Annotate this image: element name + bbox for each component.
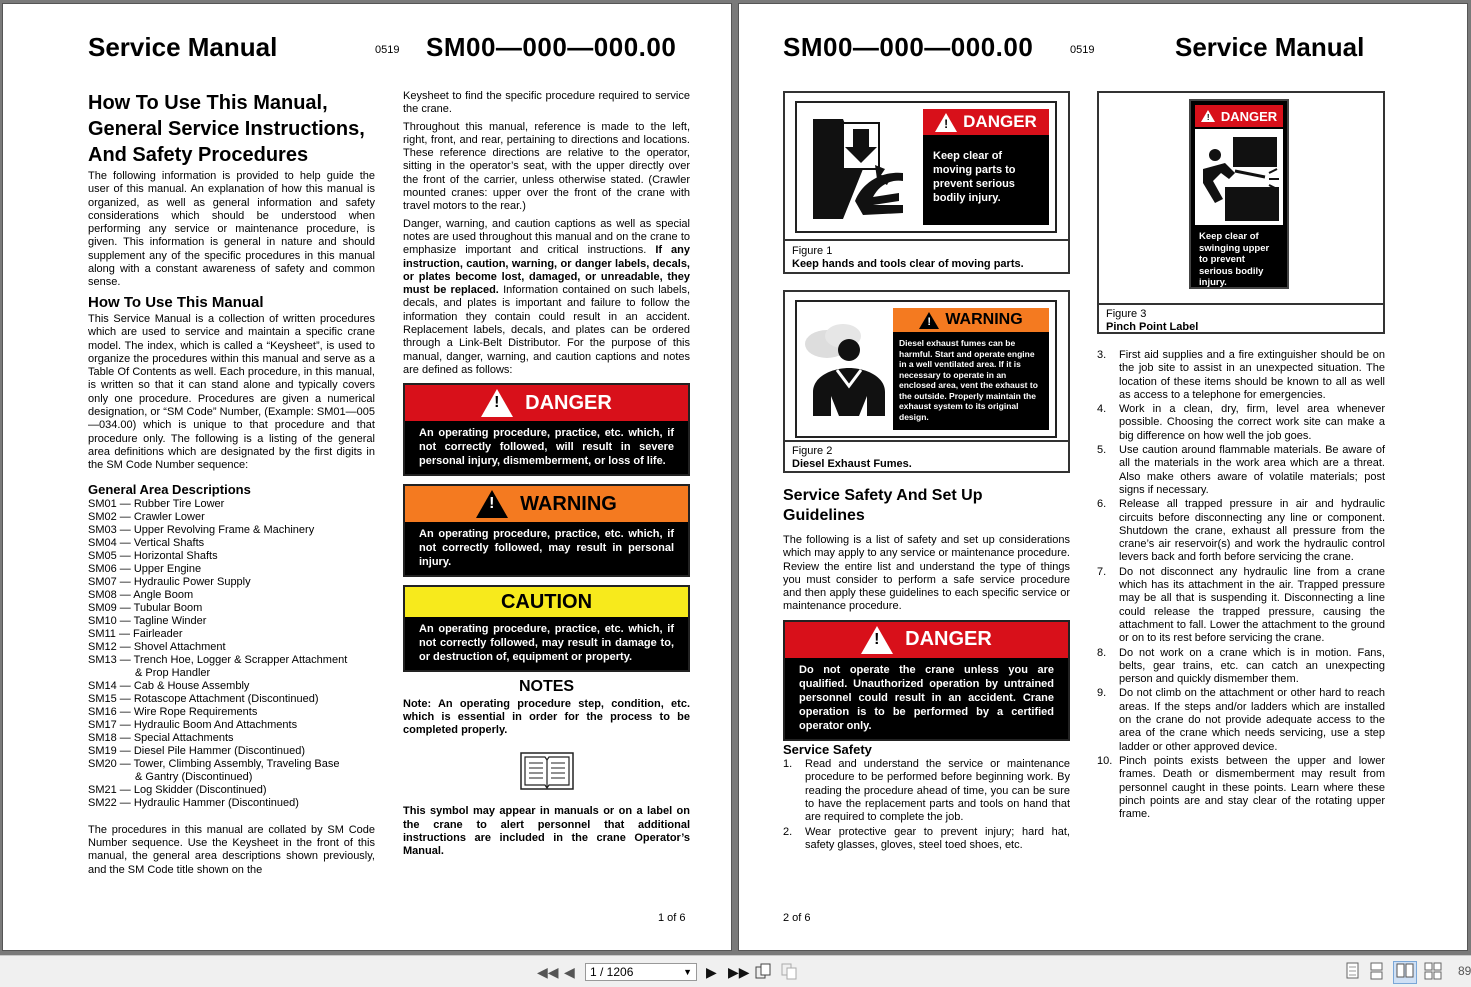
area-item: SM12 — Shovel Attachment bbox=[88, 640, 226, 653]
figure-number: Figure 1 bbox=[792, 245, 833, 257]
danger-definition-box bbox=[403, 383, 690, 476]
item-number: 8. bbox=[1097, 646, 1107, 659]
area-item: & Gantry (Discontinued) bbox=[135, 770, 253, 783]
single-page-view-icon[interactable] bbox=[1346, 962, 1360, 983]
hand-gear-pictogram-icon bbox=[803, 109, 919, 225]
heading-line: General Service Instructions, bbox=[88, 118, 365, 140]
safety-list-right bbox=[1097, 349, 1385, 821]
area-item: SM03 — Upper Revolving Frame & Machinery bbox=[88, 523, 315, 536]
item-text: Do not work on a crane which is in motion. Fans, belts, gear trains, etc. can catch an unexpecting person and quickly dismember them. bbox=[1119, 646, 1385, 686]
page-footer: 1 of 6 bbox=[658, 912, 686, 924]
area-item: SM01 — Rubber Tire Lower bbox=[88, 497, 225, 510]
area-item: SM16 — Wire Rope Requirements bbox=[88, 705, 258, 718]
area-item: SM19 — Diesel Pile Hammer (Discontinued) bbox=[88, 744, 306, 757]
captions-paragraph bbox=[403, 218, 690, 378]
area-item: SM20 — Tower, Climbing Assembly, Traveling Base bbox=[88, 757, 340, 770]
pinch-point-pictogram-icon bbox=[1195, 129, 1283, 225]
page-footer: 2 of 6 bbox=[783, 912, 811, 924]
figure-1 bbox=[783, 91, 1070, 274]
symbol-text: This symbol may appear in manuals or on a label on the crane to alert personnel that additional instructions are included in the crane Operator’s Manual. bbox=[403, 805, 690, 858]
warning-text: An operating procedure, practice, etc. which, if not correctly followed, may result in personal injury. bbox=[405, 522, 688, 575]
warning-triangle-icon: ! bbox=[476, 490, 508, 518]
warning-triangle-icon: ! bbox=[1201, 110, 1215, 122]
figure-2-caption bbox=[785, 440, 1068, 474]
danger-label: DANGER bbox=[905, 628, 992, 651]
item-number: 10. bbox=[1097, 754, 1113, 767]
item-number: 1. bbox=[783, 758, 793, 771]
heading-line: Service Safety And Set Up bbox=[783, 487, 983, 504]
fig1-label-text: Keep clear of moving parts to prevent serious bodily injury. bbox=[923, 135, 1049, 225]
caution-label: CAUTION bbox=[500, 590, 593, 613]
area-item: SM06 — Upper Engine bbox=[88, 562, 202, 575]
header-code: SM00—000—000.00 bbox=[783, 32, 1034, 62]
fig3-danger-header bbox=[1195, 105, 1283, 127]
intro-paragraph: The following information is provided to help guide the user of this manual. An explanation of how this manual is organized, as well as general information and safety considerations which should be understood when performing any service or maintenance procedure, is given. This information is general in nature and should supplement any of the specific procedures in this manual along with a constant awareness of safety and common sense. bbox=[88, 170, 375, 289]
warning-label: WARNING bbox=[520, 492, 617, 515]
area-item: SM18 — Special Attachments bbox=[88, 731, 234, 744]
list-item bbox=[1097, 687, 1385, 753]
figure-number: Figure 3 bbox=[1106, 308, 1147, 320]
last-page-icon[interactable]: ▶▶ bbox=[728, 964, 750, 980]
item-number: 4. bbox=[1097, 403, 1107, 416]
page1-column-2 bbox=[403, 90, 690, 863]
how-to-use-paragraph: This Service Manual is a collection of written procedures which are used to service and maintain a specific crane model. The index, which is called a “Keysheet”, is used to organize the procedures within this manual and serve as a Table Of Contents as well. Each procedure, in this manual, is written so that it can stand alone and typically covers only one procedure. Procedures are given a numerical designation, or “SM Code” Number, (Example: SM01—005—034.00) which is unique to that procedure and that procedure only. The following is a listing of the general area definitions which are designated by the first digits in the SM Code Number sequence: bbox=[88, 312, 375, 472]
area-item: SM14 — Cab & House Assembly bbox=[88, 679, 250, 692]
item-number: 6. bbox=[1097, 498, 1107, 511]
area-item: SM02 — Crawler Lower bbox=[88, 510, 205, 523]
fig1-danger-header bbox=[923, 109, 1049, 135]
area-item: SM13 — Trench Hoe, Logger & Scrapper Attachment bbox=[88, 653, 348, 666]
fig3-label-text: Keep clear of swinging upper to prevent serious bodily injury. bbox=[1195, 229, 1283, 283]
fig2-warning-label: WARNING bbox=[945, 311, 1023, 328]
fig2-label-text: Diesel exhaust fumes can be harmful. Start and operate engine in a well ventilated area. If it is necessary to operate in an enclosed area, vent the exhaust to the outside. Properly maintain the exhaust system to its original design. bbox=[893, 332, 1049, 430]
captions-text: Danger, warning, and caution captions as well as special notes are used throughout this manual and on the crane to emphasize important and critical instructions. bbox=[403, 217, 690, 257]
area-item: SM07 — Hydraulic Power Supply bbox=[88, 575, 251, 588]
area-item: SM08 — Angle Boom bbox=[88, 588, 194, 601]
service-safety-heading: Service Safety bbox=[783, 741, 872, 757]
two-page-continuous-view-icon[interactable] bbox=[1424, 962, 1442, 983]
area-item: SM04 — Vertical Shafts bbox=[88, 536, 205, 549]
keysheet-paragraph: Keysheet to find the specific procedure required to service the crane. bbox=[403, 90, 690, 116]
safety-heading bbox=[783, 486, 1070, 526]
item-text: Use caution around flammable materials. Be aware of all the materials in the work area which are a threat. Also make others aware of volatile materials; post signs if necessary. bbox=[1119, 444, 1385, 496]
safety-list-left bbox=[783, 758, 1070, 852]
figure-caption-text: Diesel Exhaust Fumes. bbox=[792, 458, 912, 470]
safety-intro: The following is a list of safety and set up considerations which may apply to any service or maintenance procedure. Review the entire list and understand the type of things you must consider to perform a safe service procedure and then apply these guidelines to each specific service or maintenance procedure. bbox=[783, 534, 1070, 613]
header-code: SM00—000—000.00 bbox=[426, 32, 677, 62]
list-item bbox=[1097, 647, 1385, 687]
areas-heading: General Area Descriptions bbox=[88, 481, 251, 497]
danger-text: Do not operate the crane unless you are qualified. Unauthorized operation by untrained personnel could result in an accident. Crane operation is to be performed by a certified operator only. bbox=[785, 658, 1068, 739]
list-item bbox=[1097, 349, 1385, 402]
page2-column-2 bbox=[1097, 349, 1385, 822]
area-item: SM15 — Rotascope Attachment (Discontinued) bbox=[88, 692, 319, 705]
heading-line: How To Use This Manual, bbox=[88, 92, 328, 114]
continuous-view-icon[interactable] bbox=[1370, 962, 1384, 983]
danger-text: An operating procedure, practice, etc. which, if not correctly followed, will result in severe personal injury, dismemberment, or loss of life. bbox=[405, 421, 688, 474]
item-text: Release all trapped pressure in air and hydraulic circuits before disconnecting any line or component. Shutdown the crane, exhaust all pressure from the crane’s air reservoir(s) and work the hydraulic control levers back and forth before servicing the crane. bbox=[1119, 498, 1385, 564]
figure-3-caption bbox=[1099, 303, 1383, 337]
viewer-toolbar bbox=[0, 955, 1471, 987]
operator-danger-box bbox=[783, 620, 1070, 741]
fig1-danger-label: DANGER bbox=[963, 112, 1037, 131]
list-item bbox=[1097, 498, 1385, 564]
item-number: 7. bbox=[1097, 565, 1107, 578]
area-item: SM10 — Tagline Winder bbox=[88, 614, 207, 627]
area-item: SM09 — Tubular Boom bbox=[88, 601, 203, 614]
figure-1-caption bbox=[785, 239, 1068, 275]
item-text: Do not climb on the attachment or other hard to reach areas. If the steps and/or ladders which are installed on the crane do not provide adequate access to the area of the crane which needs servicing, use a step ladder or other approved device. bbox=[1119, 687, 1385, 753]
warning-triangle-icon: ! bbox=[481, 389, 513, 417]
item-text: First aid supplies and a fire extinguisher should be on the job site to assist in an unexpected situation. The location of these items should be known to all as well as access to a telephone for emergencies. bbox=[1119, 349, 1385, 401]
header-title: Service Manual bbox=[1175, 32, 1365, 62]
figure-3-label bbox=[1189, 99, 1289, 289]
collated-paragraph: The procedures in this manual are collated by SM Code Number sequence. Use the Keysheet in the front of this manual, the general area descriptions shown previously, and the SM Code title shown on the bbox=[88, 823, 375, 876]
list-item bbox=[783, 826, 1070, 853]
heading-line: And Safety Procedures bbox=[88, 144, 309, 166]
how-to-use-heading: How To Use This Manual bbox=[88, 293, 264, 311]
directions-paragraph: Throughout this manual, reference is made to the left, right, front, and rear, pertaining to directions and locations. These reference directions are relative to the operator, sitting in the operator’s seat, with the upper directly over the front of the carrier, unless otherwise stated. (Crawler mounted cranes: upper over the front of the crane with travel motors to the rear.) bbox=[403, 120, 690, 213]
fig2-warning-header bbox=[893, 308, 1049, 332]
warning-triangle-icon: ! bbox=[861, 626, 893, 654]
figure-number: Figure 2 bbox=[792, 445, 833, 457]
list-item bbox=[1097, 566, 1385, 646]
item-text: Pinch points exists between the upper and lower frames. Death or dismemberment may result from personnel caught in these points. Learn where these pinch points are and stay clear of the rotating upper frame. bbox=[1119, 754, 1385, 821]
figure-caption-text: Keep hands and tools clear of moving parts. bbox=[792, 258, 1024, 270]
figure-3 bbox=[1097, 91, 1385, 334]
page2-column-1 bbox=[783, 486, 1070, 853]
header-date: 0519 bbox=[375, 44, 400, 56]
zoom-value[interactable]: 89 bbox=[1458, 964, 1471, 978]
caution-header bbox=[405, 587, 688, 617]
area-item: SM22 — Hydraulic Hammer (Discontinued) bbox=[88, 796, 299, 809]
item-text: Do not disconnect any hydraulic line from a crane which has its attachment in the air. Trapped pressure may be all that is suspending it. Disconnecting a line could release the trapped pressure, causing the attachment to fall. Lower the attachment to the ground or on to its rest before servicing the crane. bbox=[1119, 565, 1385, 645]
two-page-view-icon[interactable] bbox=[1393, 961, 1417, 984]
chevron-down-icon[interactable]: ▼ bbox=[683, 967, 692, 977]
header-date: 0519 bbox=[1070, 44, 1095, 56]
captions-text-2: Information contained on such labels, decals, and plates is important and failure to follow the information they contain could result in an accident. Replacement labels, decals, and plates can be ordered through a Link-Belt Distributor. For the purpose of this manual, danger, warning, and caution captions and notes are defined as follows: bbox=[403, 284, 690, 376]
danger-header bbox=[785, 622, 1068, 658]
area-item: SM21 — Log Skidder (Discontinued) bbox=[88, 783, 267, 796]
warning-triangle-icon: ! bbox=[919, 312, 939, 329]
item-number: 2. bbox=[783, 825, 793, 838]
copy-page-icon[interactable] bbox=[780, 962, 798, 983]
document-page-1 bbox=[2, 3, 732, 951]
figure-1-label bbox=[795, 101, 1057, 233]
previous-page-icon[interactable]: ◀ bbox=[564, 964, 575, 980]
figure-2-label bbox=[795, 300, 1057, 438]
item-text: Work in a clean, dry, firm, level area whenever possible. Choosing the correct work site can make a big difference on how well the job goes. bbox=[1119, 403, 1385, 442]
area-item: SM17 — Hydraulic Boom And Attachments bbox=[88, 718, 298, 731]
item-text: Read and understand the service or maintenance procedure to be performed before beginning work. By reading the procedure ahead of time, you can be sure to have the replacement parts and tools on hand that are required to complete the job. bbox=[805, 758, 1070, 824]
document-page-2 bbox=[738, 3, 1468, 951]
area-item: & Prop Handler bbox=[135, 666, 211, 679]
captions-bold-text: If any instruction, caution, warning, or danger labels, decals, or plates become lost, damaged, or unreadable, they must be replaced. bbox=[403, 244, 690, 297]
item-number: 5. bbox=[1097, 444, 1107, 457]
header-title: Service Manual bbox=[88, 32, 278, 62]
next-page-icon[interactable]: ▶ bbox=[706, 964, 717, 980]
list-item bbox=[1097, 444, 1385, 497]
danger-header bbox=[405, 385, 688, 421]
caution-text: An operating procedure, practice, etc. which, if not correctly followed, may result in damage to, or destruction of, equipment or property. bbox=[405, 617, 688, 670]
warning-header bbox=[405, 486, 688, 522]
first-page-icon[interactable]: ◀◀ bbox=[537, 964, 559, 980]
notes-heading: NOTES bbox=[518, 678, 575, 696]
page-number-input[interactable] bbox=[585, 963, 697, 981]
caution-definition-box bbox=[403, 585, 690, 672]
area-item: SM05 — Horizontal Shafts bbox=[88, 549, 218, 562]
item-number: 9. bbox=[1097, 687, 1107, 700]
figure-2 bbox=[783, 290, 1070, 473]
page-number-value: 1 / 1206 bbox=[590, 965, 634, 979]
figure-caption-text: Pinch Point Label bbox=[1106, 321, 1199, 333]
page1-main-heading bbox=[88, 90, 375, 168]
list-item bbox=[1097, 755, 1385, 821]
warning-definition-box bbox=[403, 484, 690, 577]
fig3-danger-label: DANGER bbox=[1220, 108, 1278, 124]
page1-column-1 bbox=[88, 90, 375, 881]
heading-line: Guidelines bbox=[783, 507, 865, 524]
note-text: Note: An operating procedure step, condition, etc. which is essential in order for the process to be completed properly. bbox=[403, 697, 690, 737]
list-item bbox=[783, 758, 1070, 824]
area-list bbox=[88, 498, 375, 810]
item-number: 3. bbox=[1097, 349, 1107, 361]
warning-triangle-icon: ! bbox=[935, 113, 957, 132]
list-item bbox=[1097, 403, 1385, 443]
area-item: SM11 — Fairleader bbox=[88, 627, 183, 640]
rotate-page-icon[interactable] bbox=[754, 962, 772, 983]
danger-label: DANGER bbox=[525, 391, 612, 414]
exhaust-fumes-pictogram-icon bbox=[803, 316, 887, 416]
open-book-icon bbox=[519, 751, 575, 793]
item-text: Wear protective gear to prevent injury; hard hat, safety glasses, gloves, steel toed shoes, etc. bbox=[805, 825, 1070, 851]
